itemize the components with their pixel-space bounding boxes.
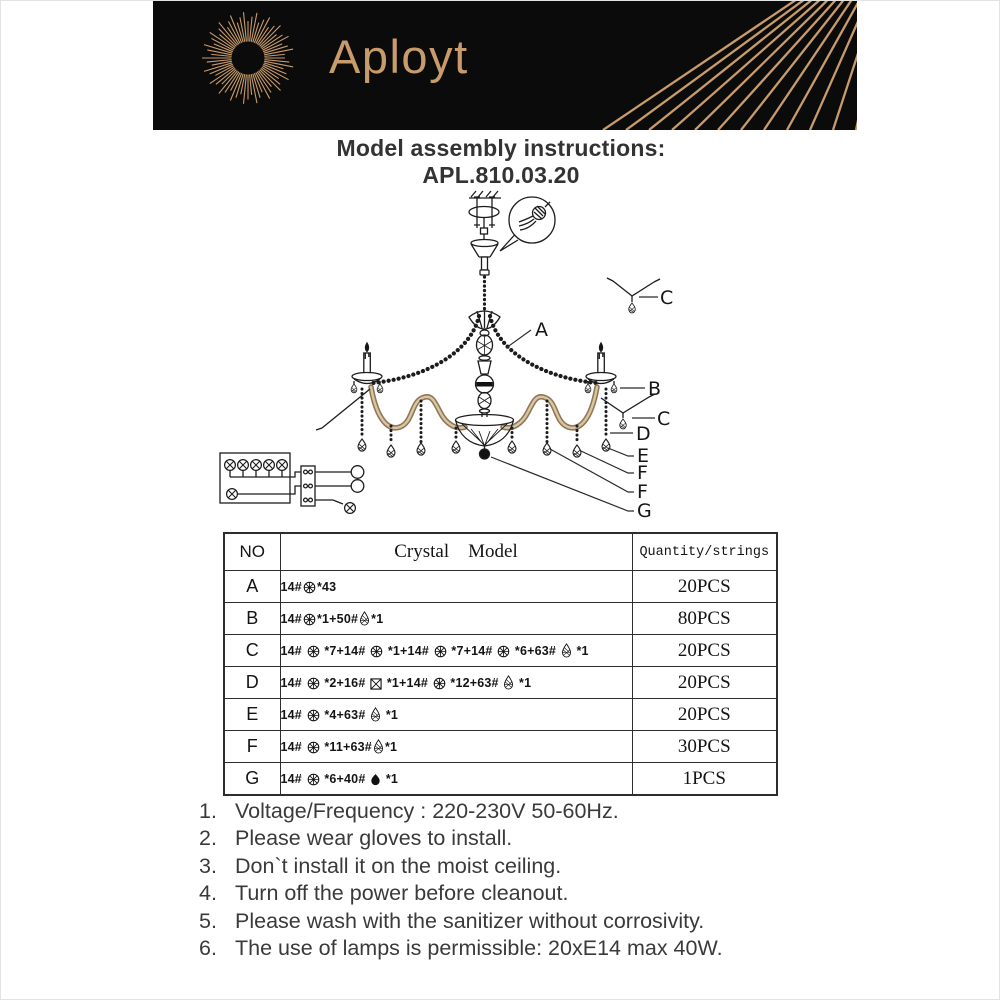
instruction-item [199,935,723,962]
label-d: D [636,423,651,445]
round-faceted-bead-icon [307,773,320,786]
header-quantity: Quantity/strings [632,533,777,571]
row-letter: F [224,731,280,763]
sunburst-logo-icon [202,12,293,104]
round-faceted-bead-icon [307,677,320,690]
banner-art [153,1,857,130]
instruction-number: 5. [199,908,217,933]
row-letter: G [224,763,280,796]
teardrop-crystal-icon [370,707,381,722]
brand-logo-text: Aployt [329,30,469,83]
hook-arm-piece-top [607,278,660,302]
candle-right [586,343,616,384]
label-f1: F [637,462,648,484]
crystal-model: 14# *1+50# *1 [280,603,632,635]
parts-table [223,532,778,796]
instruction-number: 2. [199,826,217,851]
instruction-number: 1. [199,799,217,823]
instruction-text: Turn off the power before cleanout. [235,881,569,906]
row-letter: D [224,667,280,699]
instruction-item [199,908,723,935]
diagram-labels [491,287,673,522]
crystal-strings [362,389,606,444]
instruction-number: 3. [199,853,217,878]
round-faceted-bead-icon [497,645,510,658]
round-faceted-bead-icon [307,645,320,658]
row-quantity: 1PCS [632,763,777,796]
label-e: E [637,445,650,467]
label-g: G [637,500,652,522]
square-crystal-icon [370,678,382,690]
table-row [224,571,777,603]
round-faceted-bead-icon [303,613,316,626]
header-model: Crystal Model [280,533,632,571]
round-faceted-bead-icon [434,645,447,658]
label-c-mid: C [657,408,671,430]
wire-connection-magnifier [500,197,555,251]
model-number: APL.810.03.20 [422,162,580,188]
instruction-text: Don`t install it on the moist ceiling. [235,853,562,878]
table-row [224,763,777,796]
round-faceted-bead-icon [370,645,383,658]
row-quantity: 30PCS [632,731,777,763]
instruction-item [199,798,723,825]
instruction-number: 4. [199,881,217,906]
instructions-list [199,798,723,962]
row-letter: A [224,571,280,603]
round-faceted-bead-icon [433,677,446,690]
crystal-model: 14# *43 [280,571,632,603]
label-c-top: C [660,287,674,309]
table-row [224,635,777,667]
bottom-dish [456,415,514,460]
row-quantity: 20PCS [632,699,777,731]
row-letter: E [224,699,280,731]
rays-decoration-icon [603,1,857,130]
round-faceted-bead-icon [307,709,320,722]
instruction-text: The use of lamps is permissible: 20xE14 max 40W. [235,936,723,961]
crystal-model: 14# *4+63# *1 [280,699,632,731]
row-letter: B [224,603,280,635]
table-row [224,603,777,635]
instruction-item [199,825,723,852]
table-header-row [224,533,777,571]
center-column [476,330,494,417]
teardrop-crystal-icon [359,611,370,626]
instruction-number: 6. [199,936,217,961]
candle-left [352,343,382,384]
finial-ball [480,449,490,459]
instruction-item [199,880,723,907]
row-letter: C [224,635,280,667]
row-quantity: 80PCS [632,603,777,635]
row-quantity: 20PCS [632,571,777,603]
crystal-model: 14# *11+63# *1 [280,731,632,763]
table-row [224,731,777,763]
header-no: NO [224,533,280,571]
label-f2: F [637,481,648,503]
crystal-model: 14# *2+16# *1+14# *12+63# *1 [280,667,632,699]
crystal-model: 14# *7+14# *1+14# *7+14# *6+63# *1 [280,635,632,667]
brand-banner [153,1,857,130]
table-row [224,699,777,731]
teardrop-crystal-icon [373,739,384,754]
teardrop-crystal-icon [561,643,572,658]
crystal-model: 14# *6+40# *1 [280,763,632,796]
ceiling-mount [469,191,501,240]
teardrop-crystal-icon [503,675,514,690]
instruction-text: Voltage/Frequency : 220-230V 50-60Hz. [235,799,619,823]
sphere-crystal-icon [370,773,381,786]
instruction-text: Please wear gloves to install. [235,826,513,851]
round-faceted-bead-icon [307,741,320,754]
round-faceted-bead-icon [303,581,316,594]
table-row [224,667,777,699]
row-quantity: 20PCS [632,667,777,699]
row-quantity: 20PCS [632,635,777,667]
instruction-text: Please wash with the sanitizer without corrosivity. [235,908,705,933]
bead-swag-left [373,316,479,383]
wiring-diagram [220,453,364,513]
hook-arm-piece-mid [601,394,655,418]
assembly-diagram [151,184,721,529]
instruction-item [199,853,723,880]
doc-title: Model assembly instructions: [336,135,666,161]
title-block [1,135,1000,189]
top-hub [469,308,500,329]
label-b: B [648,378,662,400]
canopy [471,240,498,276]
label-a: A [535,319,548,341]
